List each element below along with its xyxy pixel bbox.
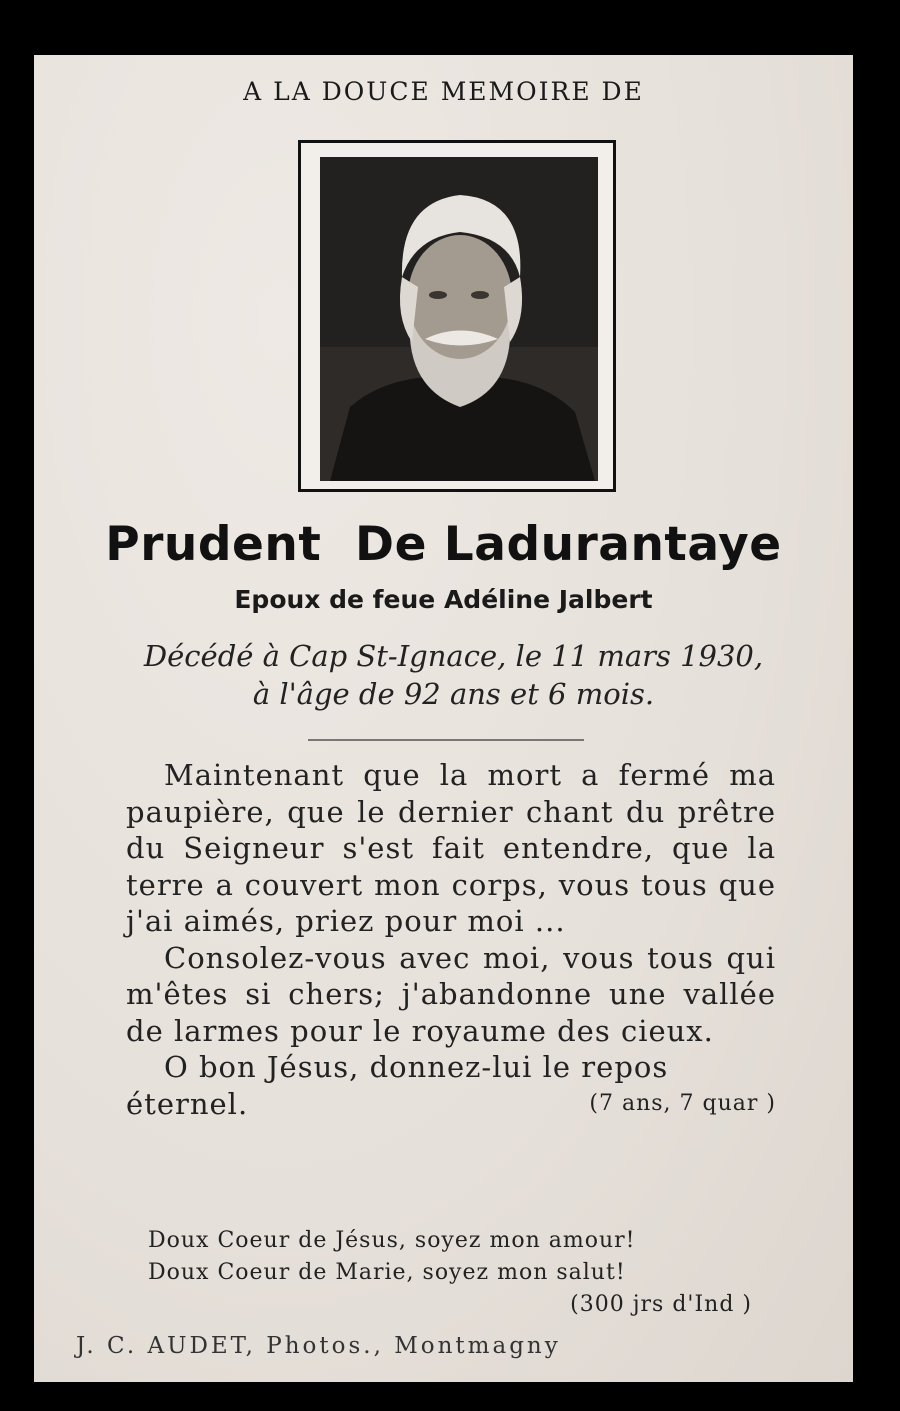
- poem-paragraph-3-end: éternel.: [126, 1086, 249, 1121]
- memorial-card: [34, 55, 853, 1382]
- prayer-line-1: Doux Coeur de Jésus, soyez mon amour!: [148, 1228, 636, 1253]
- deceased-name: Prudent De Ladurantaye: [105, 517, 782, 572]
- poem-paragraph-2: Consolez-vous avec moi, vous tous qui m'êtes si chers; j'abandonne une vallée de larmes pour le royaume des cieux.: [126, 940, 776, 1048]
- memorial-poem: [126, 757, 776, 1122]
- death-line-1: Décédé à Cap St-Ignace, le 11 mars 1930,: [143, 639, 764, 673]
- photographer-credit: J. C. AUDET, Photos., Montmagny: [76, 1333, 561, 1359]
- divider-rule: [308, 739, 584, 741]
- prayer-line-2: Doux Coeur de Marie, soyez mon salut!: [148, 1260, 626, 1285]
- indulgence-note-1: (7 ans, 7 quar ): [589, 1090, 776, 1116]
- portrait-image-icon: [320, 157, 598, 481]
- memorial-header: A LA DOUCE MEMOIRE DE: [243, 77, 644, 106]
- prayer-block: [148, 1225, 758, 1321]
- poem-paragraph-1: Maintenant que la mort a fermé ma paupière, que le dernier chant du prêtre du Seigneur s'est fait entendre, que la terre a couvert mon corps, vous tous que j'ai aimés, priez pour moi ...: [126, 758, 776, 938]
- portrait-frame: [298, 140, 616, 492]
- spouse-line: Epoux de feue Adéline Jalbert: [234, 585, 653, 614]
- indulgence-note-2: (300 jrs d'Ind ): [570, 1292, 752, 1317]
- death-notice: [84, 637, 823, 713]
- poem-last-line: [126, 1086, 776, 1123]
- portrait-photo: [320, 157, 598, 481]
- poem-paragraph-3: O bon Jésus, donnez-lui le repos: [164, 1050, 669, 1084]
- death-line-2: à l'âge de 92 ans et 6 mois.: [252, 677, 655, 711]
